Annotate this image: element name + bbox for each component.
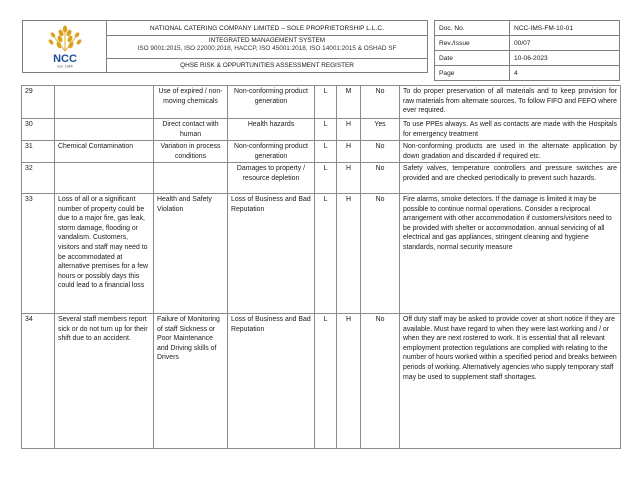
table-row <box>22 194 621 314</box>
significant-cell: No <box>361 86 400 119</box>
severity-cell: H <box>337 314 361 449</box>
doc-no-value: NCC-IMS-FM-10-01 <box>510 21 620 36</box>
page-label: Page <box>435 66 510 81</box>
consequence-cell: Non-conforming product generation <box>228 141 315 163</box>
rev-issue-value: 00/07 <box>510 36 620 51</box>
significant-cell: No <box>361 163 400 194</box>
likelihood-cell: L <box>315 314 337 449</box>
row-no: 29 <box>22 86 55 119</box>
table-row <box>22 119 621 141</box>
table-row <box>22 141 621 163</box>
situation-cell <box>55 163 154 194</box>
system-title: INTEGRATED MANAGEMENT SYSTEM <box>107 36 428 45</box>
significant-cell: No <box>361 194 400 314</box>
control-measures-cell: Safety valves, temperature controllers and pressure switches are provided and are checked periodically to prevent such hazards. <box>400 163 621 194</box>
control-measures-cell: To use PPEs always. As well as contacts are made with the Hospitals for emergency treatment <box>400 119 621 141</box>
document-header <box>22 20 428 73</box>
likelihood-cell: L <box>315 163 337 194</box>
date-value: 10-06-2023 <box>510 51 620 66</box>
date-label: Date <box>435 51 510 66</box>
likelihood-cell: L <box>315 141 337 163</box>
table-row <box>22 163 621 194</box>
significant-cell: No <box>361 141 400 163</box>
logo-text: NCC <box>52 52 77 65</box>
document-meta <box>434 20 620 81</box>
situation-cell <box>55 119 154 141</box>
consequence-cell: Loss of Business and Bad Reputation <box>228 194 315 314</box>
company-logo <box>23 21 107 73</box>
row-no: 34 <box>22 314 55 449</box>
severity-cell: M <box>337 86 361 119</box>
hazard-cell: Use of expired / non-moving chemicals <box>154 86 228 119</box>
severity-cell: H <box>337 119 361 141</box>
page-value: 4 <box>510 66 620 81</box>
situation-cell: Loss of all or a significant number of property could be due to a major fire, gas leak, storm damage, flooding or vandalism. Customers, visitors and staff may need to be accommodated at alternative premises for a few hours or possibly days this could lead to a financial loss <box>55 194 154 314</box>
significant-cell: Yes <box>361 119 400 141</box>
table-row <box>22 86 621 119</box>
severity-cell: H <box>337 163 361 194</box>
row-no: 32 <box>22 163 55 194</box>
significant-cell: No <box>361 314 400 449</box>
hazard-cell: Variation in process conditions <box>154 141 228 163</box>
row-no: 30 <box>22 119 55 141</box>
likelihood-cell: L <box>315 194 337 314</box>
hazard-cell: Direct contact with human <box>154 119 228 141</box>
likelihood-cell: L <box>315 119 337 141</box>
likelihood-cell: L <box>315 86 337 119</box>
row-no: 31 <box>22 141 55 163</box>
severity-cell: H <box>337 194 361 314</box>
severity-cell: H <box>337 141 361 163</box>
consequence-cell: Damages to property / resource depletion <box>228 163 315 194</box>
rev-issue-label: Rev./Issue <box>435 36 510 51</box>
control-measures-cell: Off duty staff may be asked to provide cover at short notice if they are available. Must have regard to when they were last working and / or when they are next rostered to work. It is essential that all relevant employment protection regulations are complied with relating to the number of hours worked within a specified period and breaks between periods of working. Alternatively agencies who supply temporary staff may be used to supplement staff shortages. <box>400 314 621 449</box>
doc-no-label: Doc. No. <box>435 21 510 36</box>
consequence-cell: Non-conforming product generation <box>228 86 315 119</box>
consequence-cell: Health hazards <box>228 119 315 141</box>
consequence-cell: Loss of Business and Bad Reputation <box>228 314 315 449</box>
situation-cell <box>55 86 154 119</box>
control-measures-cell: To do proper preservation of all materials and to keep provision for raw materials from alternate sources. To follow FIFO and FEFO where ever required. <box>400 86 621 119</box>
iso-standards: ISO 9001:2015, ISO 22000:2018, HACCP, ISO 45001:2018, ISO 14001:2015 & OSHAD SF <box>107 45 428 59</box>
row-no: 33 <box>22 194 55 314</box>
logo-tagline: Est. 1964 <box>56 64 73 68</box>
table-row <box>22 314 621 449</box>
control-measures-cell: Non-conforming products are used in the alternate application by down gradation and discarded if required etc. <box>400 141 621 163</box>
hazard-cell: Health and Safety Violation <box>154 194 228 314</box>
control-measures-cell: Fire alarms, smoke detectors. If the damage is limited it may be possible to continue normal operations. Consider a reciprocal arrangement with other accommodation if customers/visitors need to be provided with shelter or accommodation. annual servicing of all electrical and gas appliances, stringent cleaning and hygiene standards, normal security measure <box>400 194 621 314</box>
situation-cell: Chemical Contamination <box>55 141 154 163</box>
hazard-cell: Failure of Monitoring of staff Sickness or Poor Maintenance and Driving skills of Drivers <box>154 314 228 449</box>
register-title: QHSE RISK & OPPURTUNITIES ASSESSMENT REGISTER <box>107 59 428 73</box>
company-name: NATIONAL CATERING COMPANY LIMITED – SOLE PROPRIETORSHIP L.L.C. <box>107 21 428 36</box>
situation-cell: Several staff members report sick or do not turn up for their shift due to an accident. <box>55 314 154 449</box>
risk-register-table <box>21 85 621 449</box>
ncc-wheat-logo-icon <box>35 24 95 68</box>
hazard-cell <box>154 163 228 194</box>
